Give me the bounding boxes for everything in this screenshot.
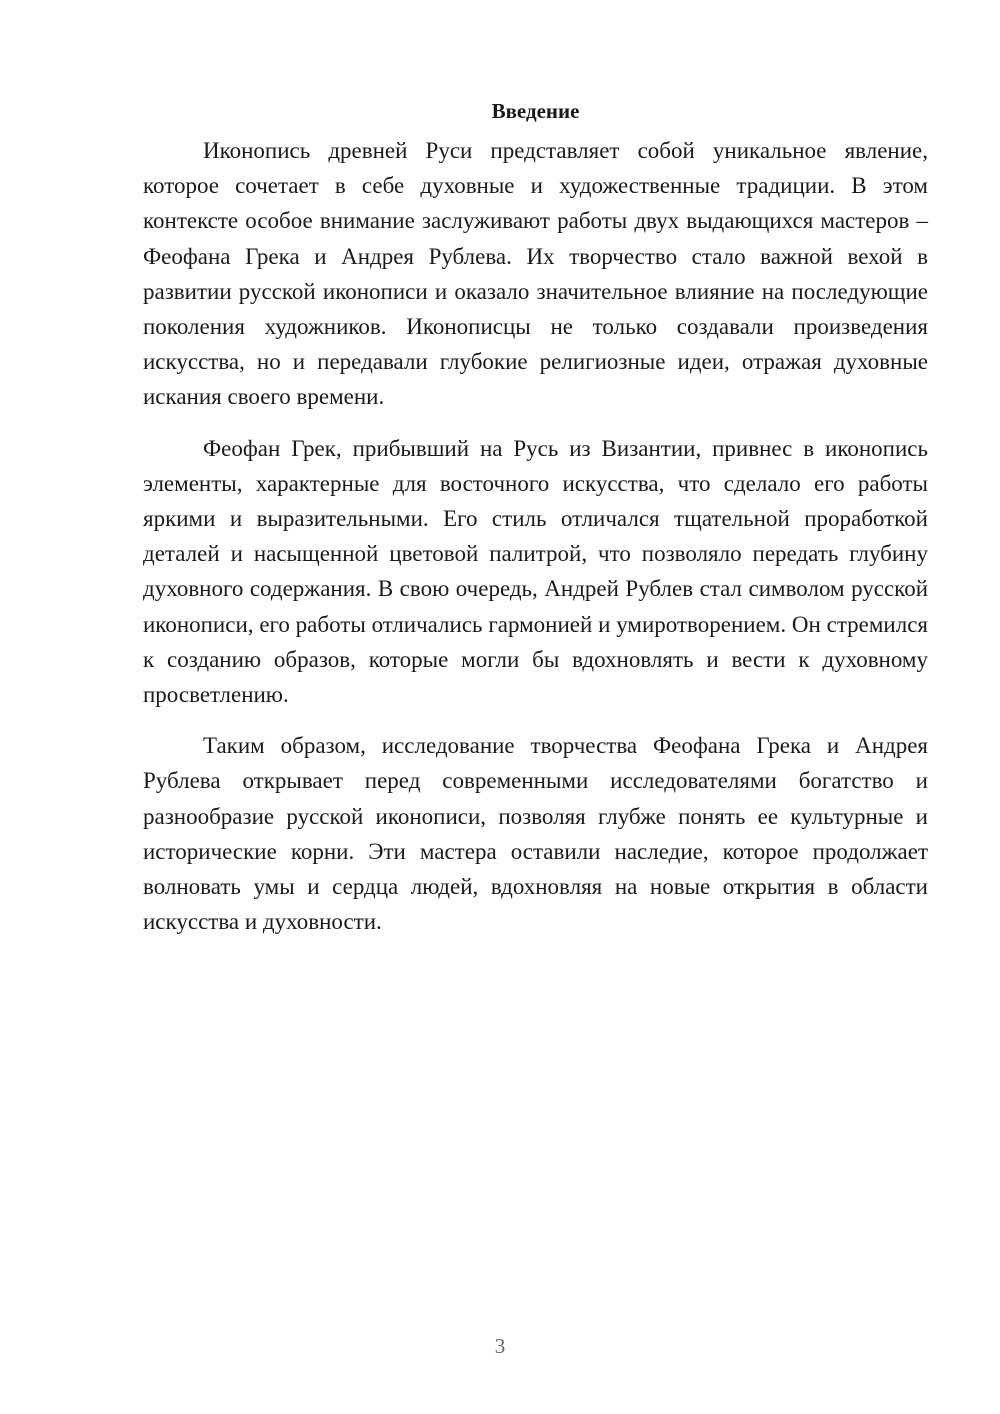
paragraph-1: Иконопись древней Руси представляет собой уникальное явление, которое сочетает в себе духовные и художественные традиции. В этом контексте особое внимание заслуживают работы двух выдающихся мастеров – Феофана Грека и Андрея Рублева. Их творчество стало важной вехой в развитии русской иконописи и оказало значительное влияние на последующие поколения художников. Иконописцы не только создавали произведения искусства, но и передавали глубокие религиозные идеи, отражая духовные искания своего времени.: [143, 138, 928, 410]
paragraph-2: Феофан Грек, прибывший на Русь из Византии, привнес в иконопись элементы, характерные для восточного искусства, что сделало его работы яркими и выразительными. Его стиль отличался тщательной проработкой деталей и насыщенной цветовой палитрой, что позволяло передать глубину духовного содержания. В свою очередь, Андрей Рублев стал символом русской иконописи, его работы отличались гармонией и умиротворением. Он стремился к созданию образов, которые могли бы вдохновлять и вести к духовному просветлению.: [143, 435, 928, 708]
page-number: 3: [494, 1334, 506, 1358]
page-body: [143, 96, 928, 955]
paragraph-3: Таким образом, исследование творчества Феофана Грека и Андрея Рублева открывает перед современными исследователями богатство и разнообразие русской иконописи, позволяя глубже понять ее культурные и исторические корни. Эти мастера оставили наследие, которое продолжает волновать умы и сердца людей, вдохновляя на новые открытия в области искусства и духовности.: [143, 733, 928, 935]
section-heading: Введение: [491, 99, 580, 123]
